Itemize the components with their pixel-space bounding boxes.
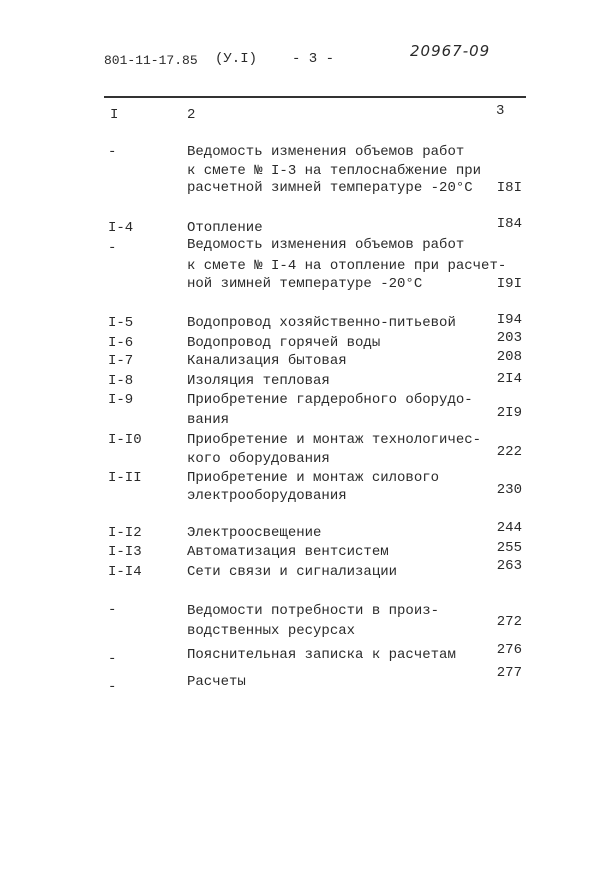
row-title-line: к смете № I-3 на теплоснабжение при [187,163,482,179]
row-title-line: Водопровод хозяйственно-питьевой [187,315,456,331]
row-number: I-6 [108,335,134,351]
row-title-line: кого оборудования [187,451,330,467]
row-title-line: Изоляция тепловая [187,373,330,389]
row-page: 272 [496,614,522,630]
header-rule [104,96,526,98]
row-page: 203 [496,330,522,346]
row-title-line: электрооборудования [187,488,347,504]
row-title-line: Ведомость изменения объемов работ [187,237,465,253]
row-title-line: к смете № I-4 на отопление при расчет- [187,258,507,274]
row-page: I94 [496,312,522,328]
row-number: I-4 [108,220,134,236]
row-page: 276 [496,642,522,658]
row-page: I84 [496,216,522,232]
column-header-1: I [110,107,119,123]
row-page: 277 [496,665,522,681]
row-page: I9I [496,276,522,292]
row-number: I-5 [108,315,134,331]
row-number: - [108,144,117,160]
row-title-line: вания [187,412,230,428]
row-page: 244 [496,520,522,536]
page-number: - 3 - [292,51,335,67]
row-title-line: ной зимней температуре -20°C [187,276,423,292]
row-title-line: Пояснительная записка к расчетам [187,647,456,663]
row-title-line: Электроосвещение [187,525,322,541]
row-page: 263 [496,558,522,574]
row-title-line: водственных ресурсах [187,623,356,639]
row-number: - [108,602,117,618]
row-number: I-I4 [108,564,142,580]
row-page: 222 [496,444,522,460]
row-page: I8I [496,180,522,196]
row-title-line: Сети связи и сигнализации [187,564,398,580]
row-page: 208 [496,349,522,365]
row-title-line: Ведомость изменения объемов работ [187,144,465,160]
row-number: - [108,240,117,256]
row-title-line: Приобретение гардеробного оборудо- [187,392,473,408]
document-code: 801-11-17.85 [104,53,198,68]
row-page: 2I9 [496,405,522,421]
row-title-line: Автоматизация вентсистем [187,544,389,560]
row-page: 2I4 [496,371,522,387]
row-title-line: расчетной зимней температуре -20°C [187,180,473,196]
row-number: I-9 [108,392,134,408]
column-header-2: 2 [187,107,196,123]
row-title-line: Приобретение и монтаж технологичес- [187,432,482,448]
row-title-line: Расчеты [187,674,246,690]
row-number: I-I3 [108,544,142,560]
row-number: I-I2 [108,525,142,541]
row-number: I-8 [108,373,134,389]
row-number: - [108,679,117,695]
row-number: I-I0 [108,432,142,448]
row-title-line: Водопровод горячей воды [187,335,381,351]
row-title-line: Приобретение и монтаж силового [187,470,440,486]
row-page: 255 [496,540,522,556]
inventory-number: 20967-09 [410,42,491,60]
row-number: I-II [108,470,142,486]
column-header-3: 3 [496,103,505,119]
row-title-line: Канализация бытовая [187,353,347,369]
volume-label: (У.I) [215,51,258,67]
row-title-line: Ведомости потребности в произ- [187,603,440,619]
row-page: 230 [496,482,522,498]
row-title-line: Отопление [187,220,263,236]
row-number: I-7 [108,353,134,369]
row-number: - [108,651,117,667]
